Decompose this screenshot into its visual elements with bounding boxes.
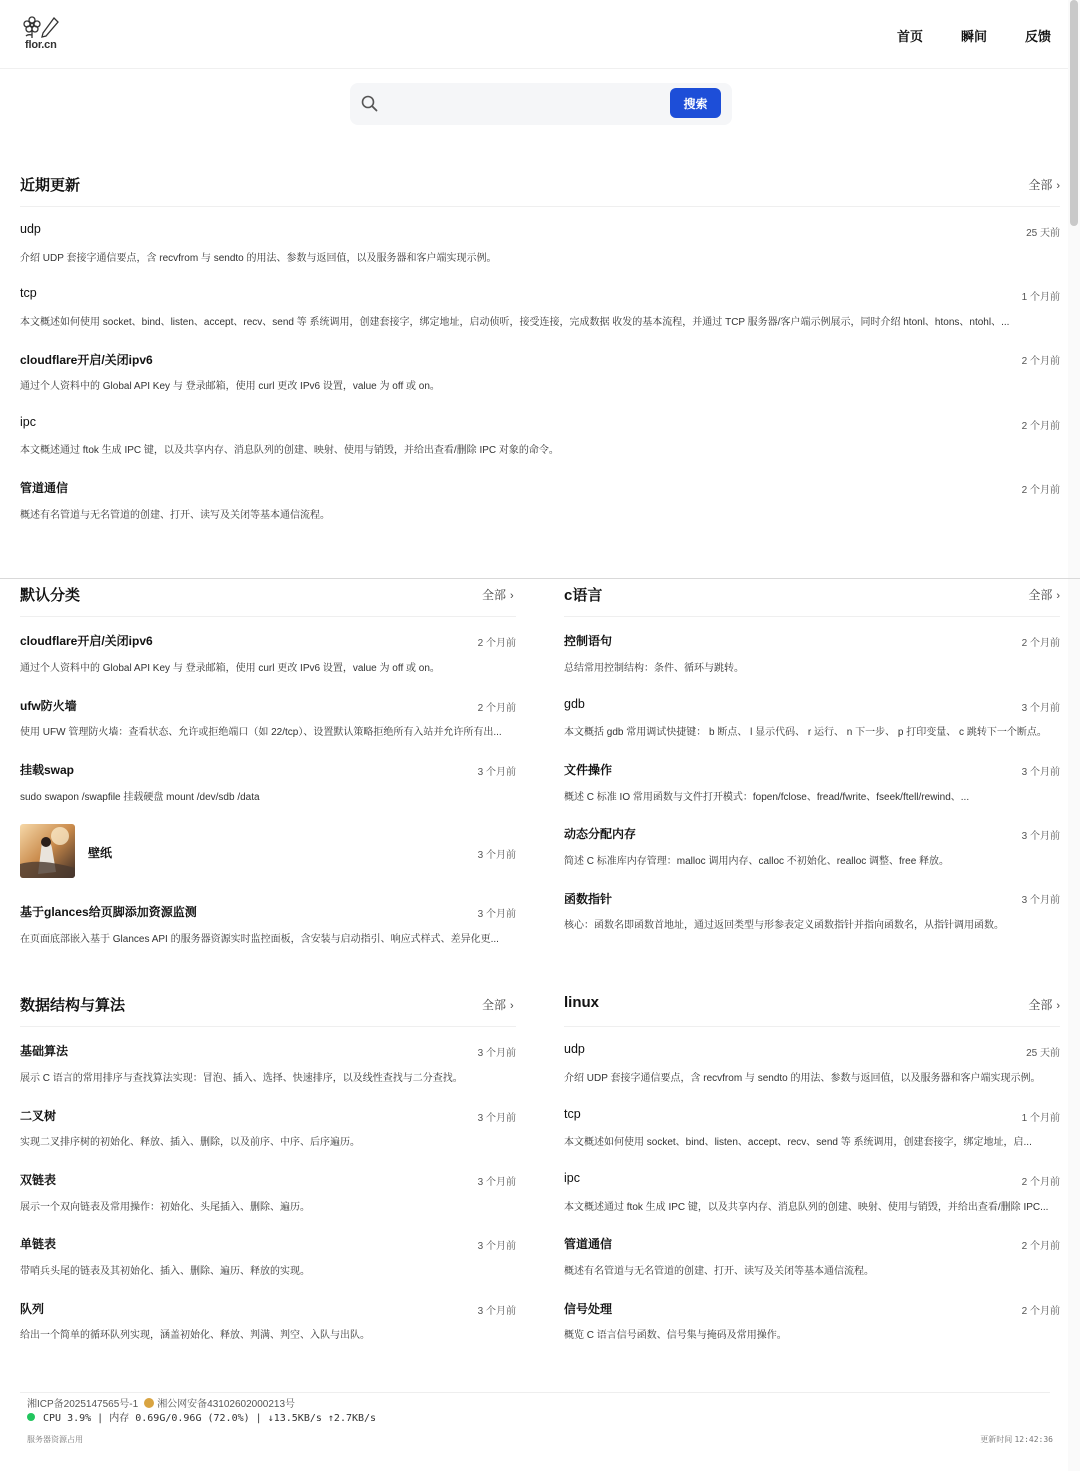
item-title[interactable]: 二叉树 <box>20 1109 57 1123</box>
divider <box>564 616 1060 617</box>
item-title[interactable]: 基于glances给页脚添加资源监测 <box>20 905 197 919</box>
item-title[interactable]: 壁纸 <box>88 846 113 860</box>
server-stats <box>27 1409 376 1424</box>
nav-moments[interactable]: 瞬间 <box>961 29 988 44</box>
icp-link[interactable]: 湘ICP备2025147565号-1 <box>27 1399 139 1410</box>
item-desc: 实现二叉排序树的初始化、释放、插入、删除，以及前序、中序、后序遍历。 <box>20 1137 360 1148</box>
item-desc: 通过个人资料中的 Global API Key 与 登录邮箱，使用 curl 更改 IPv6 设置，value 为 off 或 on。 <box>20 663 440 674</box>
item-desc: 概述有名管道与无名管道的创建、打开、读写及关闭等基本通信流程。 <box>20 510 330 521</box>
search-input[interactable] <box>390 89 660 119</box>
item-time: 2 个月前 <box>1021 638 1060 649</box>
wallpaper-image <box>20 824 75 878</box>
item-desc: 本文概述如何使用 socket、bind、listen、accept、recv、send 等 系统调用，创建套接字，绑定地址，启动侦听，接受连接，完成数据 收发的基本流程，并通过 TCP 服务器/客户端示例展示，同时介绍 htonl、htons、ntohl、... <box>20 317 1010 328</box>
item-desc: 核心：函数名即函数首地址，通过返回类型与形参表定义函数指针并指向函数名，从指针调用函数。 <box>564 920 1004 931</box>
chevron-right-icon: › <box>1056 590 1060 602</box>
item-desc: 通过个人资料中的 Global API Key 与 登录邮箱，使用 curl 更改 IPv6 设置，value 为 off 或 on。 <box>20 381 440 392</box>
item-title[interactable]: cloudflare开启/关闭ipv6 <box>20 353 153 367</box>
nav-home[interactable]: 首页 <box>897 29 924 44</box>
item-time: 25 天前 <box>1026 228 1060 239</box>
item-desc: 本文概述通过 ftok 生成 IPC 键，以及共享内存、消息队列的创建、映射、使用与销毁，并给出查看/删除 IPC... <box>564 1202 1049 1213</box>
item-title[interactable]: cloudflare开启/关闭ipv6 <box>20 634 153 648</box>
item-title[interactable]: 文件操作 <box>564 763 613 777</box>
view-all-label: 全部 <box>482 998 507 1012</box>
divider <box>564 1026 1060 1027</box>
item-desc: 介绍 UDP 套接字通信要点，含 recvfrom 与 sendto 的用法、参数与返回值，以及服务器和客户端实现示例。 <box>20 253 497 264</box>
item-time: 3 个月前 <box>477 767 516 778</box>
item-time: 3 个月前 <box>1021 703 1060 714</box>
item-time: 3 个月前 <box>1021 831 1060 842</box>
item-title[interactable]: 队列 <box>20 1302 45 1316</box>
status-dot-icon <box>27 1413 35 1421</box>
item-time: 3 个月前 <box>1021 767 1060 778</box>
section-title: linux <box>564 994 600 1011</box>
item-time: 3 个月前 <box>477 1241 516 1252</box>
item-time: 25 天前 <box>1026 1048 1060 1059</box>
item-time: 3 个月前 <box>477 850 516 861</box>
item-title[interactable]: ipc <box>564 1171 580 1185</box>
section-title: 默认分类 <box>20 587 81 604</box>
item-title[interactable]: 控制语句 <box>564 634 613 648</box>
item-title[interactable]: 单链表 <box>20 1237 57 1251</box>
item-desc: 概述 C 标准 IO 常用函数与文件打开模式：fopen/fclose、fread/fwrite、fseek/ftell/rewind、... <box>564 792 970 803</box>
server-resource-label: 服务器资源占用 <box>27 1435 83 1444</box>
item-title[interactable]: ipc <box>20 415 36 429</box>
item-desc: 带哨兵头尾的链表及其初始化、插入、删除、遍历、释放的实现。 <box>20 1266 310 1277</box>
item-desc: 给出一个简单的循环队列实现，涵盖初始化、释放、判满、判空、入队与出队。 <box>20 1330 370 1341</box>
divider <box>20 206 1060 207</box>
server-stats-text: CPU 3.9% | 内存 0.69G/0.96G (72.0%) | ↓13.5KB/s ↑2.7KB/s <box>43 1413 377 1424</box>
view-all-label: 全部 <box>1028 178 1053 192</box>
section-title: 近期更新 <box>20 177 81 194</box>
item-time: 3 个月前 <box>477 1177 516 1188</box>
view-all-link[interactable] <box>1028 996 1060 1013</box>
item-desc: 本文概述如何使用 socket、bind、listen、accept、recv、send 等 系统调用，创建套接字，绑定地址，启... <box>564 1137 1032 1148</box>
view-all-link[interactable] <box>1028 176 1060 193</box>
item-desc: 概览 C 语言信号函数、信号集与掩码及常用操作。 <box>564 1330 787 1341</box>
item-time: 3 个月前 <box>477 1306 516 1317</box>
item-title[interactable]: tcp <box>564 1107 581 1121</box>
item-time: 3 个月前 <box>1021 895 1060 906</box>
item-title[interactable]: udp <box>20 222 41 236</box>
item-time: 2 个月前 <box>1021 421 1060 432</box>
item-desc: 展示一个双向链表及常用操作：初始化、头尾插入、删除、遍历。 <box>20 1202 310 1213</box>
item-time: 3 个月前 <box>477 1113 516 1124</box>
police-badge-icon <box>144 1398 154 1408</box>
item-time: 2 个月前 <box>1021 485 1060 496</box>
item-time: 2 个月前 <box>1021 1241 1060 1252</box>
item-desc: 概述有名管道与无名管道的创建、打开、读写及关闭等基本通信流程。 <box>564 1266 874 1277</box>
update-time <box>980 1434 1053 1445</box>
update-time-label: 更新时间 <box>980 1435 1013 1444</box>
item-time: 2 个月前 <box>1021 1177 1060 1188</box>
chevron-right-icon: › <box>1056 1000 1060 1012</box>
item-title[interactable]: gdb <box>564 697 585 711</box>
item-desc: 简述 C 标准库内存管理：malloc 调用内存、calloc 不初始化、realloc 调整、free 释放。 <box>564 856 950 867</box>
view-all-link[interactable] <box>482 586 514 603</box>
view-all-label: 全部 <box>482 588 507 602</box>
police-record-link[interactable]: 湘公网安备43102602000213号 <box>157 1399 296 1410</box>
page-scrollbar[interactable] <box>1068 0 1080 1471</box>
logo-text: flor.cn <box>25 39 57 51</box>
view-all-link[interactable] <box>482 996 514 1013</box>
search-bar <box>350 83 732 125</box>
section-title: c语言 <box>564 587 603 604</box>
nav-feedback[interactable]: 反馈 <box>1025 29 1052 44</box>
wallpaper-thumbnail[interactable] <box>20 824 75 878</box>
item-time: 1 个月前 <box>1021 1113 1060 1124</box>
item-desc: 在页面底部嵌入基于 Glances API 的服务器资源实时监控面板，含安装与启动指引、响应式样式、差异化更... <box>20 934 499 945</box>
item-time: 3 个月前 <box>477 909 516 920</box>
item-desc: 展示 C 语言的常用排序与查找算法实现：冒泡、插入、选择、快速排序，以及线性查找与二分查找。 <box>20 1073 463 1084</box>
item-title[interactable]: 基础算法 <box>20 1044 69 1058</box>
item-time: 3 个月前 <box>477 1048 516 1059</box>
item-title[interactable]: udp <box>564 1042 585 1056</box>
item-title[interactable]: 管道通信 <box>564 1237 613 1251</box>
chevron-right-icon: › <box>1056 180 1060 192</box>
item-time: 2 个月前 <box>1021 356 1060 367</box>
item-desc: 总结常用控制结构：条件、循环与跳转。 <box>564 663 744 674</box>
divider <box>20 616 516 617</box>
item-title[interactable]: 管道通信 <box>20 481 69 495</box>
item-title[interactable]: 动态分配内存 <box>564 827 637 841</box>
item-title[interactable]: tcp <box>20 286 37 300</box>
footer-divider <box>20 1392 1050 1393</box>
item-time: 2 个月前 <box>477 703 516 714</box>
footer-registration <box>27 1395 295 1410</box>
section-divider <box>0 578 1080 579</box>
item-time: 1 个月前 <box>1021 292 1060 303</box>
item-title[interactable]: 函数指针 <box>564 892 613 906</box>
item-title[interactable]: 挂载swap <box>20 763 75 777</box>
item-desc: 本文概述通过 ftok 生成 IPC 键，以及共享内存、消息队列的创建、映射、使用与销毁，并给出查看/删除 IPC 对象的命令。 <box>20 445 559 456</box>
item-title[interactable]: 信号处理 <box>564 1302 613 1316</box>
item-desc: 本文概括 gdb 常用调试快捷键： b 断点、 l 显示代码、 r 运行、 n 下一步、 p 打印变量、 c 跳转下一个断点。 <box>564 727 1047 738</box>
item-desc: 使用 UFW 管理防火墙：查看状态、允许或拒绝端口（如 22/tcp）、设置默认策略拒绝所有入站并允许所有出... <box>20 727 502 738</box>
search-icon <box>360 94 380 114</box>
site-header <box>0 0 1068 69</box>
item-desc: 介绍 UDP 套接字通信要点，含 recvfrom 与 sendto 的用法、参数与返回值，以及服务器和客户端实现示例。 <box>564 1073 1041 1084</box>
item-desc: sudo swapon /swapfile 挂载硬盘 mount /dev/sdb /data <box>20 792 260 803</box>
item-time: 2 个月前 <box>477 638 516 649</box>
section-title: 数据结构与算法 <box>20 997 126 1014</box>
scrollbar-thumb[interactable] <box>1070 0 1078 226</box>
item-time: 2 个月前 <box>1021 1306 1060 1317</box>
search-button[interactable]: 搜索 <box>670 88 721 118</box>
update-time-value: 12:42:36 <box>1014 1435 1053 1444</box>
view-all-label: 全部 <box>1028 998 1053 1012</box>
site-logo[interactable] <box>22 16 62 52</box>
divider <box>20 1026 516 1027</box>
view-all-link[interactable] <box>1028 586 1060 603</box>
item-title[interactable]: ufw防火墙 <box>20 699 77 713</box>
chevron-right-icon: › <box>510 590 514 602</box>
view-all-label: 全部 <box>1028 588 1053 602</box>
chevron-right-icon: › <box>510 1000 514 1012</box>
item-title[interactable]: 双链表 <box>20 1173 57 1187</box>
